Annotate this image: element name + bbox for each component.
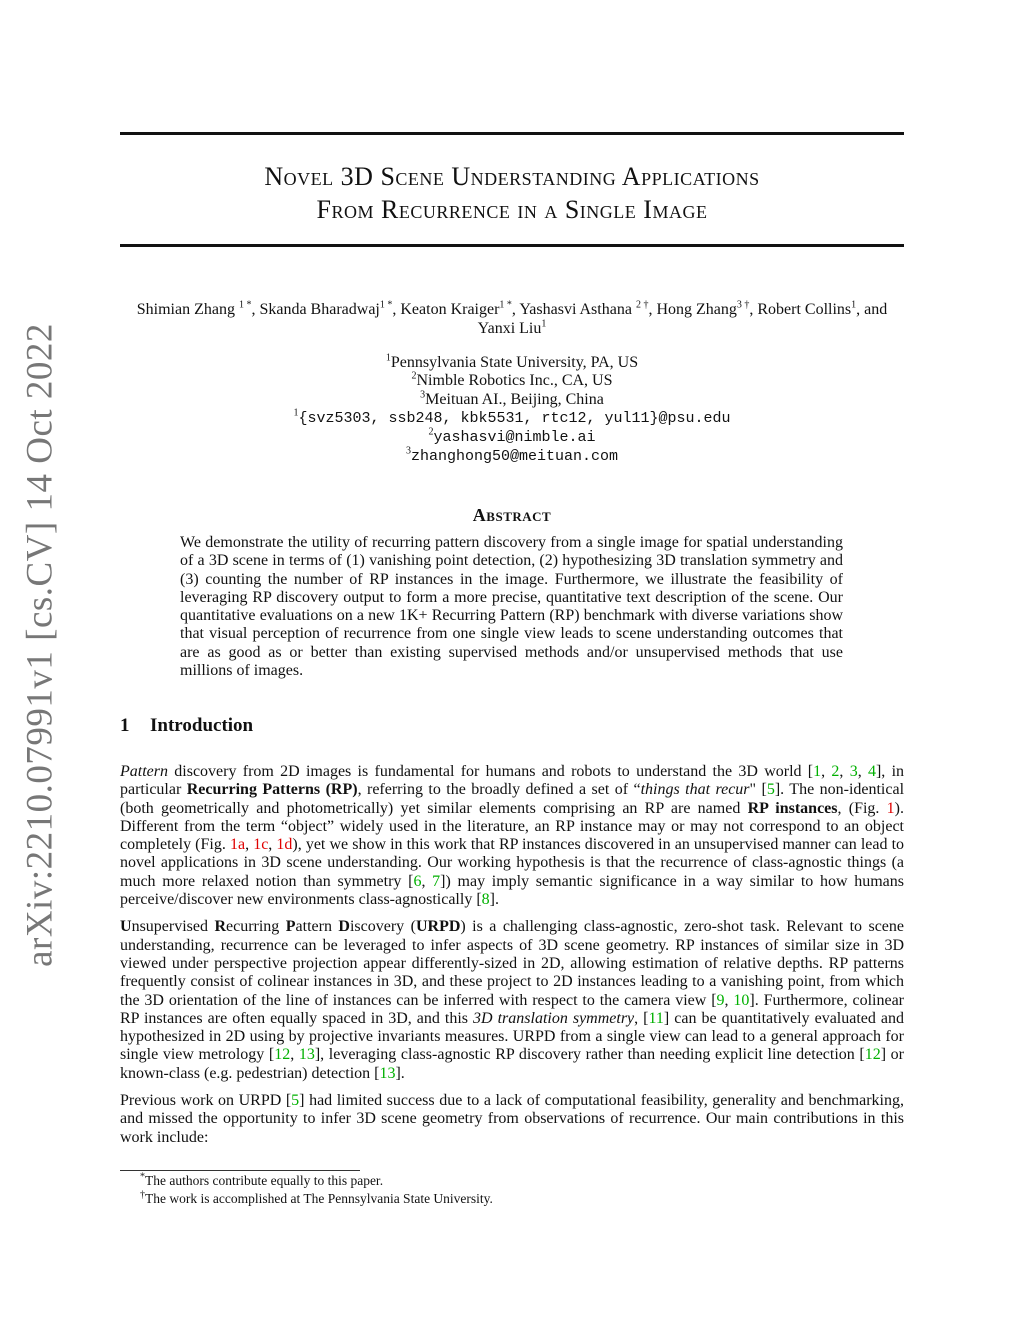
- author-separator: ,: [251, 301, 260, 318]
- affiliation-name: Meituan AI., Beijing, China: [425, 390, 604, 408]
- citation-link[interactable]: 11: [648, 1009, 664, 1027]
- affiliation-line: [120, 428, 904, 447]
- text-run: ]) may imply semantic significance in a way similar to how humans perceive/discover new environments class-agnostically [: [120, 872, 904, 909]
- affiliation-number: 1: [293, 407, 299, 419]
- text-run: , [: [634, 1009, 649, 1027]
- text-run: ], in particular: [120, 763, 905, 799]
- citation-link[interactable]: 6: [413, 872, 422, 890]
- text-run: ] can be quantitatively evaluated and hypothesized in 2D using by projective invariants measures. URPD from a single view can lead to a general approach for single view metrology [: [120, 1009, 905, 1064]
- author-name: Robert Collins: [757, 301, 852, 318]
- author-name: Shimian Zhang: [136, 301, 239, 318]
- paragraph: [120, 763, 904, 909]
- footnote-rule: [120, 1170, 360, 1171]
- email-address[interactable]: zhanghong50@meituan.com: [410, 448, 619, 466]
- affiliations: [120, 354, 904, 467]
- author-affiliation-mark: 1: [851, 299, 857, 311]
- figure-link[interactable]: 1a: [229, 836, 246, 854]
- text-run: , referring to the broadly defined a set of “: [357, 781, 641, 799]
- text-run: ) is a challenging class-agnostic, zero-shot task. Relevant to scene understanding, recurrence can be leveraged to infer aspects of 3D scene geometry. RP instances of similar size in 3D viewed under perspective projection appear differently-sized in 2D, allowing estimation of relative depths. RP patterns frequently consist of colinear instances in 3D, and these project to 2D instances leading to a vanishing point, from which the 3D orientation of the line of instances can be inferred with respect to the camera view [: [120, 918, 905, 1009]
- text-run: ,: [421, 872, 433, 890]
- author-affiliation-mark: 1 *: [499, 299, 512, 311]
- footnote-2: [140, 1191, 493, 1207]
- citation-link[interactable]: 10: [733, 991, 750, 1009]
- affiliation-line: [120, 354, 904, 372]
- title-line-2: From Recurrence in a Single Image: [316, 195, 708, 224]
- text-run: ] or known-class (e.g. pedestrian) detection [: [120, 1046, 904, 1082]
- citation-link[interactable]: 13: [379, 1064, 396, 1082]
- text-run: , (Fig.: [837, 799, 887, 817]
- citation-link[interactable]: 8: [481, 891, 490, 909]
- paper-title: [0, 160, 1024, 226]
- section-heading: [120, 715, 253, 737]
- text-run: 3D translation symmetry: [473, 1009, 635, 1027]
- affiliation-line: [120, 391, 904, 409]
- affiliation-name: Pennsylvania State University, PA, US: [390, 354, 639, 371]
- citation-link[interactable]: 1: [813, 763, 822, 780]
- figure-link[interactable]: 1c: [253, 836, 269, 854]
- paragraph: [120, 918, 904, 1083]
- section-number: 1: [120, 715, 130, 736]
- arxiv-identifier: arXiv:2210.07991v1 [cs.CV] 14 Oct 2022: [19, 323, 61, 967]
- author-name: Yanxi Liu: [477, 319, 542, 337]
- footnote-mark: *: [140, 1171, 145, 1183]
- text-run: Previous work on URPD [: [120, 1092, 292, 1110]
- author-separator: ,: [648, 301, 657, 318]
- citation-link[interactable]: 4: [867, 763, 876, 780]
- body-text: [120, 763, 904, 1156]
- text-run: ,: [821, 763, 832, 780]
- citation-link[interactable]: 3: [849, 763, 858, 780]
- title-line-1: Novel 3D Scene Understanding Applications: [264, 162, 760, 191]
- affiliation-number: 1: [385, 352, 391, 364]
- text-run: ,: [268, 836, 277, 854]
- email-address[interactable]: {svz5303, ssb248, kbk5531, rtc12, yul11}@psu.edu: [298, 409, 731, 427]
- text-run: ,: [290, 1046, 299, 1064]
- section-title: Introduction: [150, 715, 254, 736]
- text-run: discovery from 2D images is fundamental for humans and robots to understand the 3D world [: [168, 763, 814, 780]
- text-run: Recurring Patterns (RP): [186, 781, 358, 799]
- text-run: ].: [489, 891, 499, 909]
- text-run: U: [120, 918, 132, 936]
- affiliation-line: [120, 409, 904, 428]
- text-run: D: [338, 918, 350, 936]
- citation-link[interactable]: 13: [298, 1046, 315, 1064]
- footnote-text: The work is accomplished at The Pennsylvania State University.: [145, 1191, 493, 1206]
- figure-link[interactable]: 1d: [276, 836, 293, 854]
- text-run: attern: [295, 918, 339, 936]
- text-run: P: [285, 918, 296, 936]
- text-run: " [: [749, 781, 767, 799]
- text-run: ].: [395, 1064, 405, 1082]
- email-address[interactable]: yashasvi@nimble.ai: [433, 429, 596, 447]
- text-run: ,: [724, 991, 734, 1009]
- author-separator: , and: [856, 301, 888, 318]
- citation-link[interactable]: 12: [274, 1046, 291, 1064]
- text-run: URPD: [415, 918, 461, 936]
- author-affiliation-mark: 3 †: [736, 299, 750, 311]
- text-run: R: [214, 918, 226, 936]
- title-top-rule: [120, 132, 904, 135]
- text-run: ]. Furthermore, colinear RP instances are often equally spaced in 3D, and this: [120, 991, 905, 1027]
- footnote-mark: †: [140, 1189, 145, 1201]
- affiliation-line: [120, 447, 904, 466]
- affiliation-line: [120, 372, 904, 390]
- abstract-heading: Abstract: [472, 505, 552, 525]
- citation-link[interactable]: 5: [766, 781, 775, 799]
- affiliation-name: Nimble Robotics Inc., CA, US: [416, 372, 613, 390]
- text-run: iscovery (: [349, 918, 416, 936]
- citation-link[interactable]: 12: [864, 1046, 881, 1064]
- text-run: nsupervised: [131, 918, 215, 936]
- affiliation-number: 2: [411, 370, 417, 382]
- affiliation-number: 3: [420, 389, 426, 401]
- footnote-1: [140, 1173, 383, 1189]
- author-separator: ,: [511, 301, 520, 318]
- title-bottom-rule: [120, 244, 904, 247]
- paragraph: [120, 1092, 904, 1147]
- author-name: Hong Zhang: [656, 301, 737, 318]
- author-name: Keaton Kraiger: [400, 301, 500, 318]
- citation-link[interactable]: 9: [716, 991, 725, 1009]
- figure-link[interactable]: 1: [886, 799, 895, 817]
- text-run: ). Different from the term “object” widely used in the literature, an RP instance may or may not correspond to an object completely (Fig.: [120, 799, 904, 854]
- author-separator: ,: [392, 301, 401, 318]
- author-affiliation-mark: 1 *: [379, 299, 393, 311]
- text-run: ] had limited success due to a lack of computational feasibility, generality and benchmarking, and missed the opportunity to infer 3D scene geometry from observations of recurrence. Our main contributions in this work include:: [120, 1092, 905, 1146]
- text-run: ,: [245, 836, 254, 854]
- author-affiliation-mark: 2 †: [635, 299, 649, 311]
- citation-link[interactable]: 7: [432, 872, 441, 890]
- citation-link[interactable]: 5: [291, 1092, 300, 1110]
- text-run: things that recur: [640, 781, 750, 799]
- author-list: [120, 301, 904, 338]
- text-run: ]. The non-identical (both geometrically and photometrically) yet similar elements comprising an RP are named: [120, 781, 905, 817]
- affiliation-number: 2: [428, 426, 434, 438]
- citation-link[interactable]: 2: [831, 763, 840, 780]
- author-name: Yashasvi Asthana: [519, 301, 636, 318]
- footnote-text: The authors contribute equally to this paper.: [145, 1173, 384, 1188]
- text-run: RP instances: [747, 799, 838, 817]
- author-affiliation-mark: 1: [541, 318, 547, 330]
- abstract-text: We demonstrate the utility of recurring pattern discovery from a single image for spatial understanding of a 3D scene in terms of (1) vanishing point detection, (2) hypothesizing 3D translation symmetry and (3) counting the number of RP instances in the image. Furthermore, we illustrate the feasibility of leveraging RP discovery output to form a more precise, quantitative text description of the scene. Our quantitative evaluations on a new 1K+ Recurring Pattern (RP) benchmark with diverse variations show that visual perception of recurrence from one single view leads to scene understanding outcomes that are as good as or better than existing supervised methods and/or unsupervised methods that use millions of images.: [180, 534, 843, 680]
- author-separator: ,: [749, 301, 758, 318]
- text-run: ], leveraging class-agnostic RP discovery rather than needing explicit line detection [: [314, 1046, 865, 1064]
- affiliation-number: 3: [405, 446, 411, 458]
- text-run: ,: [857, 763, 868, 780]
- author-affiliation-mark: 1 *: [238, 299, 252, 311]
- text-run: Pattern: [120, 763, 168, 780]
- text-run: ,: [839, 763, 850, 780]
- author-name: Skanda Bharadwaj: [259, 301, 380, 318]
- text-run: ), yet we show in this work that RP instances discovered in an unsupervised manner can lead to novel applications in 3D scene understanding. Our working hypothesis is that the recurrence of class-agnostic things (a much more relaxed notion than symmetry [: [120, 836, 905, 890]
- text-run: ecurring: [226, 918, 286, 936]
